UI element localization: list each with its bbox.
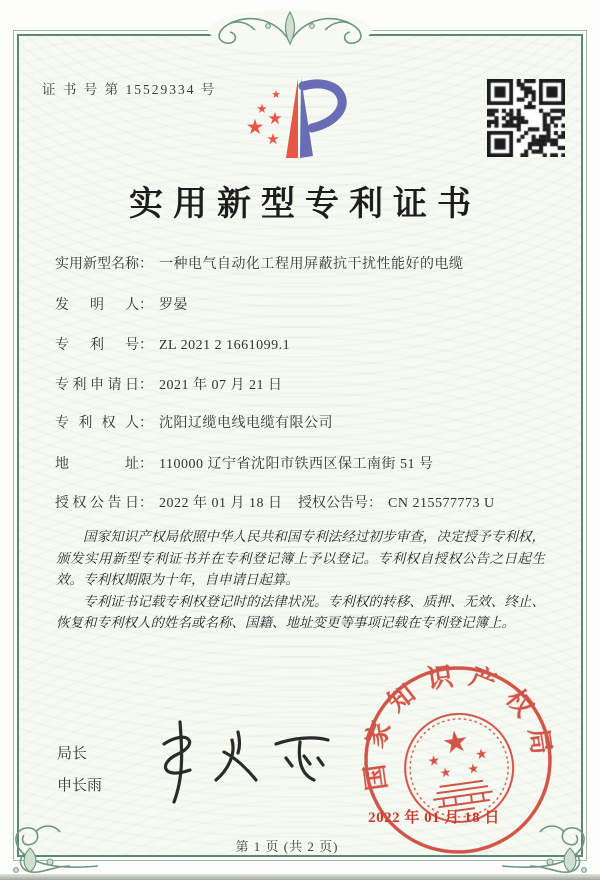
svg-text:★: ★ [267,109,283,128]
certificate-title: 实用新型专利证书 [129,186,481,223]
svg-text:★: ★ [245,115,265,139]
svg-text:★: ★ [426,753,442,771]
field-row-inventor: 发明人： 罗晏 [55,296,555,316]
field-label: 专利权人 [55,416,139,431]
certificate-number: 证 书 号 第 15529334 号 [42,82,217,97]
field-label: 发明人 [55,298,139,313]
field-row-address: 地址： 110000 辽宁省沈阳市铁西区保工南街 51 号 [55,455,555,475]
field-value: 罗晏 [159,298,188,313]
svg-text:★: ★ [474,746,489,764]
field-value: 110000 辽宁省沈阳市铁西区保工南街 51 号 [159,457,434,472]
svg-text:★: ★ [438,764,453,781]
field-label: 专利号 [55,338,139,353]
cnipa-logo-icon [228,72,372,168]
legal-paragraph-grant: 国家知识产权局依照中华人民共和国专利法经过初步审查，决定授予专利权，颁发实用新型专利证书并在专利登记簿上予以登记。专利权自授权公告之日起生效。专利权期限为十年，自申请日起算。 [56,529,545,587]
field-row-filing-date: 专利申请日： 2021 年 07 月 21 日 [55,376,555,396]
field-value: 2022 年 01 月 18 日 [159,496,283,511]
commissioner-name: 申长雨 [57,778,103,794]
grant-number-group: 授权公告号： CN 215577773 U [298,494,495,514]
field-value: 2021 年 07 月 21 日 [159,378,283,393]
svg-text:★: ★ [256,101,268,116]
field-label: 授权公告号 [298,496,368,511]
legal-paragraph-register: 专利证书记载专利权登记时的法律状况。专利权的转移、质押、无效、终止、恢复和专利权人的姓名或名称、国籍、地址变更等事项记载在专利登记簿上。 [56,593,545,630]
field-label: 实用新型名称 [55,257,139,272]
commissioner-signature [128,714,343,814]
field-value: ZL 2021 2 1661099.1 [159,338,291,353]
field-value: 沈阳辽缆电线电缆有限公司 [159,416,333,431]
field-value: CN 215577773 U [388,496,495,511]
seal-date: 2022 年 01 月 18 日 [368,810,500,826]
scan-edge-bottom [0,874,600,880]
field-label: 授权公告日 [55,496,139,511]
seal-ring-text: 国家知识产权局 [358,660,558,793]
svg-text:★: ★ [439,724,472,761]
field-row-grant: 授权公告日： 2022 年 01 月 18 日 授权公告号： CN 215577773 U [55,494,555,514]
field-label: 专利申请日 [55,378,139,393]
svg-text:★: ★ [266,132,280,148]
commissioner-title: 局长 [57,746,88,762]
svg-text:★: ★ [466,760,481,777]
top-flourish-ornament [195,6,385,52]
field-value: 一种电气自动化工程用屏蔽抗干扰性能好的电缆 [159,257,464,272]
commissioner-block [57,742,102,795]
svg-text:国家知识产权局 [347,649,558,792]
field-row-patent-number: 专利号： ZL 2021 2 1661099.1 [55,336,555,356]
field-row-utility-model-name: 实用新型名称： 一种电气自动化工程用屏蔽抗干扰性能好的电缆 [55,255,555,275]
field-label: 地址 [55,457,139,472]
qr-code [487,79,565,157]
svg-text:★: ★ [271,89,281,101]
field-row-patentee: 专利权人： 沈阳辽缆电线电缆有限公司 [55,414,555,434]
page-footer: 第 1 页 (共 2 页) [235,839,339,854]
legal-text [56,526,545,634]
